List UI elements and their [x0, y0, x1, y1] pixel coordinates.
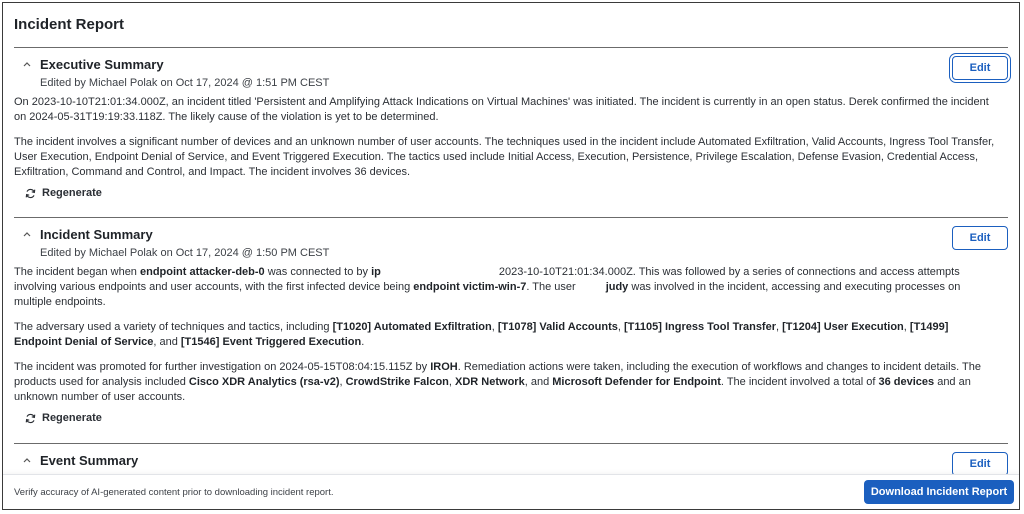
text-run: , [448, 376, 456, 388]
section-title: Incident Summary [40, 227, 153, 242]
section-incident-summary [14, 217, 1008, 426]
text-run: , [776, 321, 783, 333]
edited-by-text: Edited by Michael Polak on Oct 17, 2024 @ 1:50 PM CEST [40, 247, 330, 259]
section-header[interactable] [14, 218, 1008, 262]
summary-paragraph [14, 360, 999, 405]
text-run: , [491, 321, 498, 333]
section-title: Executive Summary [40, 57, 164, 72]
refresh-icon [25, 188, 36, 199]
section-executive-summary [14, 47, 1008, 201]
entity-endpoint: endpoint attacker-deb-0 [139, 266, 265, 278]
section-body [14, 262, 1008, 426]
download-report-button[interactable]: Download Incident Report [864, 480, 1014, 504]
section-title: Event Summary [40, 453, 139, 468]
text-run: was connected to by [264, 266, 372, 278]
product: CrowdStrike Falcon [345, 376, 449, 388]
entity-user: judy [605, 281, 629, 293]
regenerate-button[interactable] [25, 185, 115, 201]
text-run: , [339, 376, 346, 388]
technique: [T1105] Ingress Tool Transfer [623, 321, 776, 333]
technique: [T1020] Automated Exfiltration [332, 321, 492, 333]
device-count: 36 devices [878, 376, 935, 388]
text-run: 2023-10-10T21:01:34.000Z. This was followed by a series of connections and access attempts involving various endpoints and user accounts, with the first infected device being [14, 266, 960, 293]
ai-disclaimer: Verify accuracy of AI-generated content prior to downloading incident report. [14, 487, 334, 498]
entity-actor: IROH [430, 361, 458, 373]
technique: [T1204] User Execution [782, 321, 904, 333]
regenerate-label: Regenerate [42, 412, 102, 424]
technique: [T1546] Event Triggered Execution [180, 336, 362, 348]
text-run: , and [153, 336, 181, 348]
report-content[interactable] [3, 47, 1019, 477]
section-header[interactable] [14, 444, 1008, 477]
product: XDR Network [455, 376, 525, 388]
text-run: . Remediation actions were taken, including the execution of workflows and changes to incident details. The products used for analysis included [14, 361, 981, 388]
edit-button[interactable]: Edit [952, 56, 1008, 80]
refresh-icon [25, 413, 36, 424]
panel-header [3, 3, 1019, 47]
edited-by-text: Edited by Michael Polak on Oct 17, 2024 @ 1:51 PM CEST [40, 77, 330, 89]
text-run: . [361, 336, 365, 348]
edit-button[interactable]: Edit [952, 452, 1008, 476]
text-run: The incident was promoted for further investigation on 2024-05-15T08:04:15.115Z by [14, 361, 431, 373]
chevron-up-icon[interactable] [23, 58, 33, 68]
chevron-up-icon[interactable] [23, 228, 33, 238]
report-footer [3, 474, 1019, 509]
regenerate-button[interactable] [25, 410, 115, 426]
regenerate-label: Regenerate [42, 187, 102, 199]
text-run: , [903, 321, 910, 333]
summary-paragraph [14, 320, 999, 350]
text-run: . The user [526, 281, 576, 293]
text-run: was involved in the incident, accessing and executing processes on multiple endpoints. [14, 281, 961, 308]
technique: [T1078] Valid Accounts [497, 321, 618, 333]
product: Cisco XDR Analytics (rsa-v2) [188, 376, 340, 388]
summary-paragraph [14, 265, 999, 310]
technique: [T1499] Endpoint Denial of Service [14, 321, 949, 348]
text-run: and an unknown number of user accounts. [14, 376, 971, 403]
page-title: Incident Report [14, 16, 125, 33]
chevron-up-icon[interactable] [23, 454, 33, 464]
entity-ip: ip [371, 266, 381, 278]
text-run: , [617, 321, 624, 333]
edit-button[interactable]: Edit [952, 226, 1008, 250]
text-run: The adversary used a variety of techniques and tactics, including [14, 321, 333, 333]
text-run: . The incident involved a total of [720, 376, 879, 388]
section-body [14, 92, 1008, 201]
text-run: The incident began when [14, 266, 140, 278]
entity-endpoint: endpoint victim-win-7 [413, 281, 527, 293]
summary-paragraph: The incident involves a significant number of devices and an unknown number of user accounts. The techniques used in the incident include Automated Exfiltration, Valid Accounts, Ingress Tool Transfer, User Execution, Endpoint Denial of Service, and Event Triggered Execution. The tactics used include Initial Access, Execution, Persistence, Privilege Escalation, Defense Evasion, Credential Access, Exfiltration, Command and Control, and Impact. The incident involves 36 devices. [14, 136, 995, 178]
text-run: , and [524, 376, 553, 388]
summary-paragraph: On 2023-10-10T21:01:34.000Z, an incident titled 'Persistent and Amplifying Attack Indications on Virtual Machines' was initiated. The incident is currently in an open status. Derek confirmed the incident on 2024-05-31T19:19:33.118Z. The likely cause of the violation is yet to be determined. [14, 96, 989, 123]
incident-report-panel [2, 2, 1020, 510]
section-event-summary [14, 443, 1008, 477]
product: Microsoft Defender for Endpoint [552, 376, 721, 388]
section-header[interactable] [14, 48, 1008, 92]
